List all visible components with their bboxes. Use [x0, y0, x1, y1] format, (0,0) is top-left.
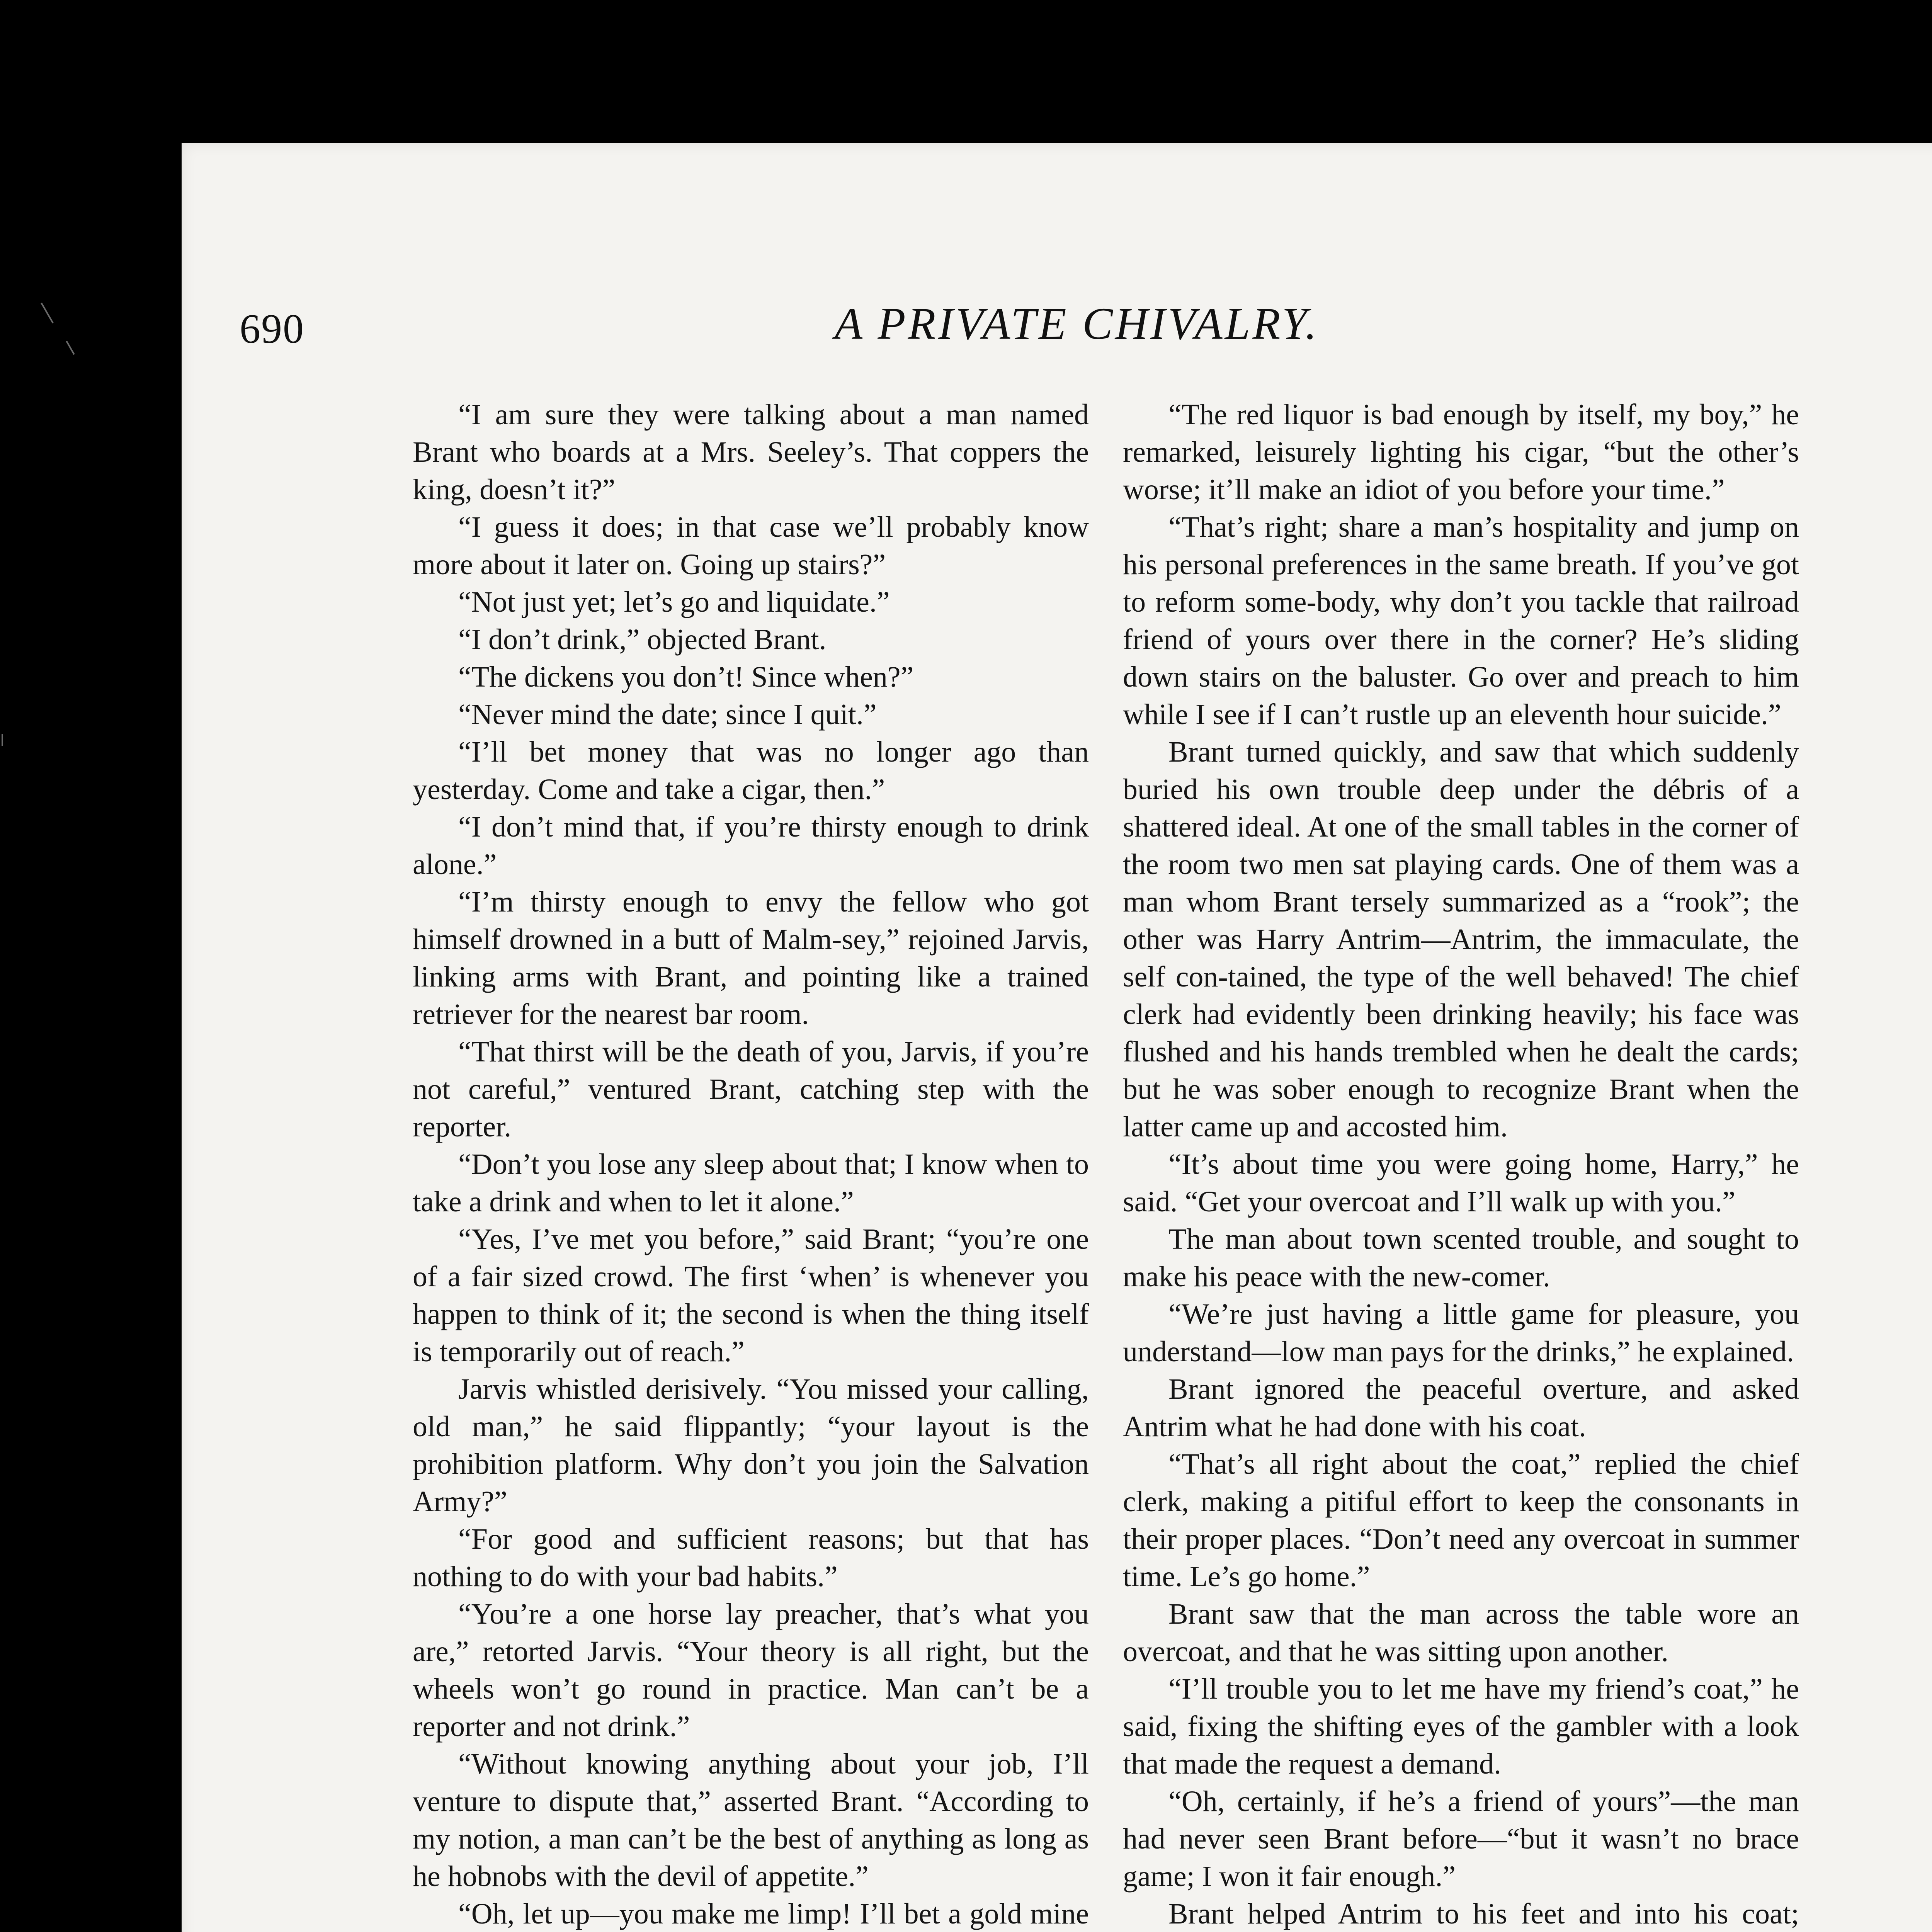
paragraph: “I don’t drink,” objected Brant.	[458, 623, 827, 656]
paragraph: “Oh, let up—you make me limp! I’ll bet a gold mine	[458, 1898, 1089, 1930]
paragraph: The man about town scented trouble, and sought to make his peace with the new-comer.	[1123, 1223, 1799, 1293]
paragraph: “Without knowing anything about your job, I’ll venture to dispute that,” asserted Brant. “According to my notion, a man can’t be the best of anything as long as he hobnobs with the devil of appetite.”	[413, 1748, 1089, 1893]
paragraph: “Yes, I’ve met you before,” said Brant; “you’re one of a fair sized crowd. The first ‘when’ is whenever you happen to think of it; the second is when the thing itself is temporarily out of reach.”	[413, 1223, 1089, 1368]
paragraph: Brant saw that the man across the table wore an overcoat, and that he was sitting upon another.	[1123, 1598, 1799, 1668]
paragraph: “The dickens you don’t! Since when?”	[458, 661, 914, 693]
paragraph: “I’ll bet money that was no longer ago than yesterday. Come and take a cigar, then.”	[413, 736, 1089, 806]
paragraph: Brant helped Antrim to his feet and into his coat;	[1168, 1898, 1799, 1930]
paragraph: “We’re just having a little game for pleasure, you understand—low man pays for the drinks,” he explained.	[1123, 1298, 1799, 1368]
paragraph: “It’s about time you were going home, Harry,” he said. “Get your overcoat and I’ll walk up with you.”	[1123, 1148, 1799, 1218]
paragraph: “The red liquor is bad enough by itself, my boy,” he remarked, leisurely lighting his cigar, “but the other’s worse; it’ll make an idiot of you before your time.”	[1123, 398, 1799, 506]
paragraph: “Never mind the date; since I quit.”	[458, 698, 877, 731]
paragraph: “I’ll trouble you to let me have my friend’s coat,” he said, fixing the shifting eyes of the gambler with a look that made the request a demand.	[1123, 1673, 1799, 1780]
paragraph: Brant turned quickly, and saw that which suddenly buried his own trouble deep under the débris of a shattered ideal. At one of the small tables in the corner of the room two men sat playing cards. One of them was a man whom Brant tersely summarized as a “rook”; the other was Harry Antrim—Antrim, the immaculate, the self con-tained, the type of the well behaved! The chief clerk had evidently been drinking heavily; his face was flushed and his hands trembled when he dealt the cards; but he was sober enough to recognize Brant when the latter came up and accosted him.	[1123, 736, 1799, 1143]
scan-edge-mark	[2, 734, 3, 746]
scan-edge-mark	[41, 303, 53, 323]
paragraph: “I’m thirsty enough to envy the fellow who got himself drowned in a butt of Malm-sey,” rejoined Jarvis, linking arms with Brant, and pointing like a trained retriever for the nearest bar room.	[413, 886, 1089, 1031]
paragraph: Brant ignored the peaceful overture, and asked Antrim what he had done with his coat.	[1123, 1373, 1799, 1443]
text-column-right	[1123, 396, 1799, 1932]
paragraph: “Oh, certainly, if he’s a friend of yours”—the man had never seen Brant before—“but it wasn’t no brace game; I won it fair enough.”	[1123, 1785, 1799, 1893]
paragraph: “I don’t mind that, if you’re thirsty enough to drink alone.”	[413, 811, 1089, 881]
text-column-left	[413, 396, 1089, 1932]
paragraph: “Not just yet; let’s go and liquidate.”	[458, 586, 890, 618]
paragraph: “Don’t you lose any sleep about that; I know when to take a drink and when to let it alone.”	[413, 1148, 1089, 1218]
paragraph: Jarvis whistled derisively. “You missed your calling, old man,” he said flippantly; “your layout is the prohibition platform. Why don’t you join the Salvation Army?”	[413, 1373, 1089, 1518]
paragraph: “That’s right; share a man’s hospitality and jump on his personal preferences in the same breath. If you’ve got to reform some-body, why don’t you tackle that railroad friend of yours over there in the corner? He’s sliding down stairs on the baluster. Go over and preach to him while I see if I can’t rustle up an eleventh hour suicide.”	[1123, 511, 1799, 731]
paragraph: “That’s all right about the coat,” replied the chief clerk, making a pitiful effort to keep the consonants in their proper places. “Don’t need any overcoat in summer time. Le’s go home.”	[1123, 1448, 1799, 1593]
running-head-title: A PRIVATE CHIVALRY.	[835, 298, 1319, 349]
scan-edge-mark	[66, 341, 75, 355]
page-number: 690	[240, 306, 304, 352]
paragraph: “You’re a one horse lay preacher, that’s what you are,” retorted Jarvis. “Your theory is all right, but the wheels won’t go round in practice. Man can’t be a reporter and not drink.”	[413, 1598, 1089, 1743]
paragraph: “I guess it does; in that case we’ll probably know more about it later on. Going up stairs?”	[413, 511, 1089, 581]
paragraph: “That thirst will be the death of you, Jarvis, if you’re not careful,” ventured Brant, catching step with the reporter.	[413, 1036, 1089, 1143]
paragraph: “I am sure they were talking about a man named Brant who boards at a Mrs. Seeley’s. That coppers the king, doesn’t it?”	[413, 398, 1089, 506]
paragraph: “For good and sufficient reasons; but that has nothing to do with your bad habits.”	[413, 1523, 1089, 1593]
